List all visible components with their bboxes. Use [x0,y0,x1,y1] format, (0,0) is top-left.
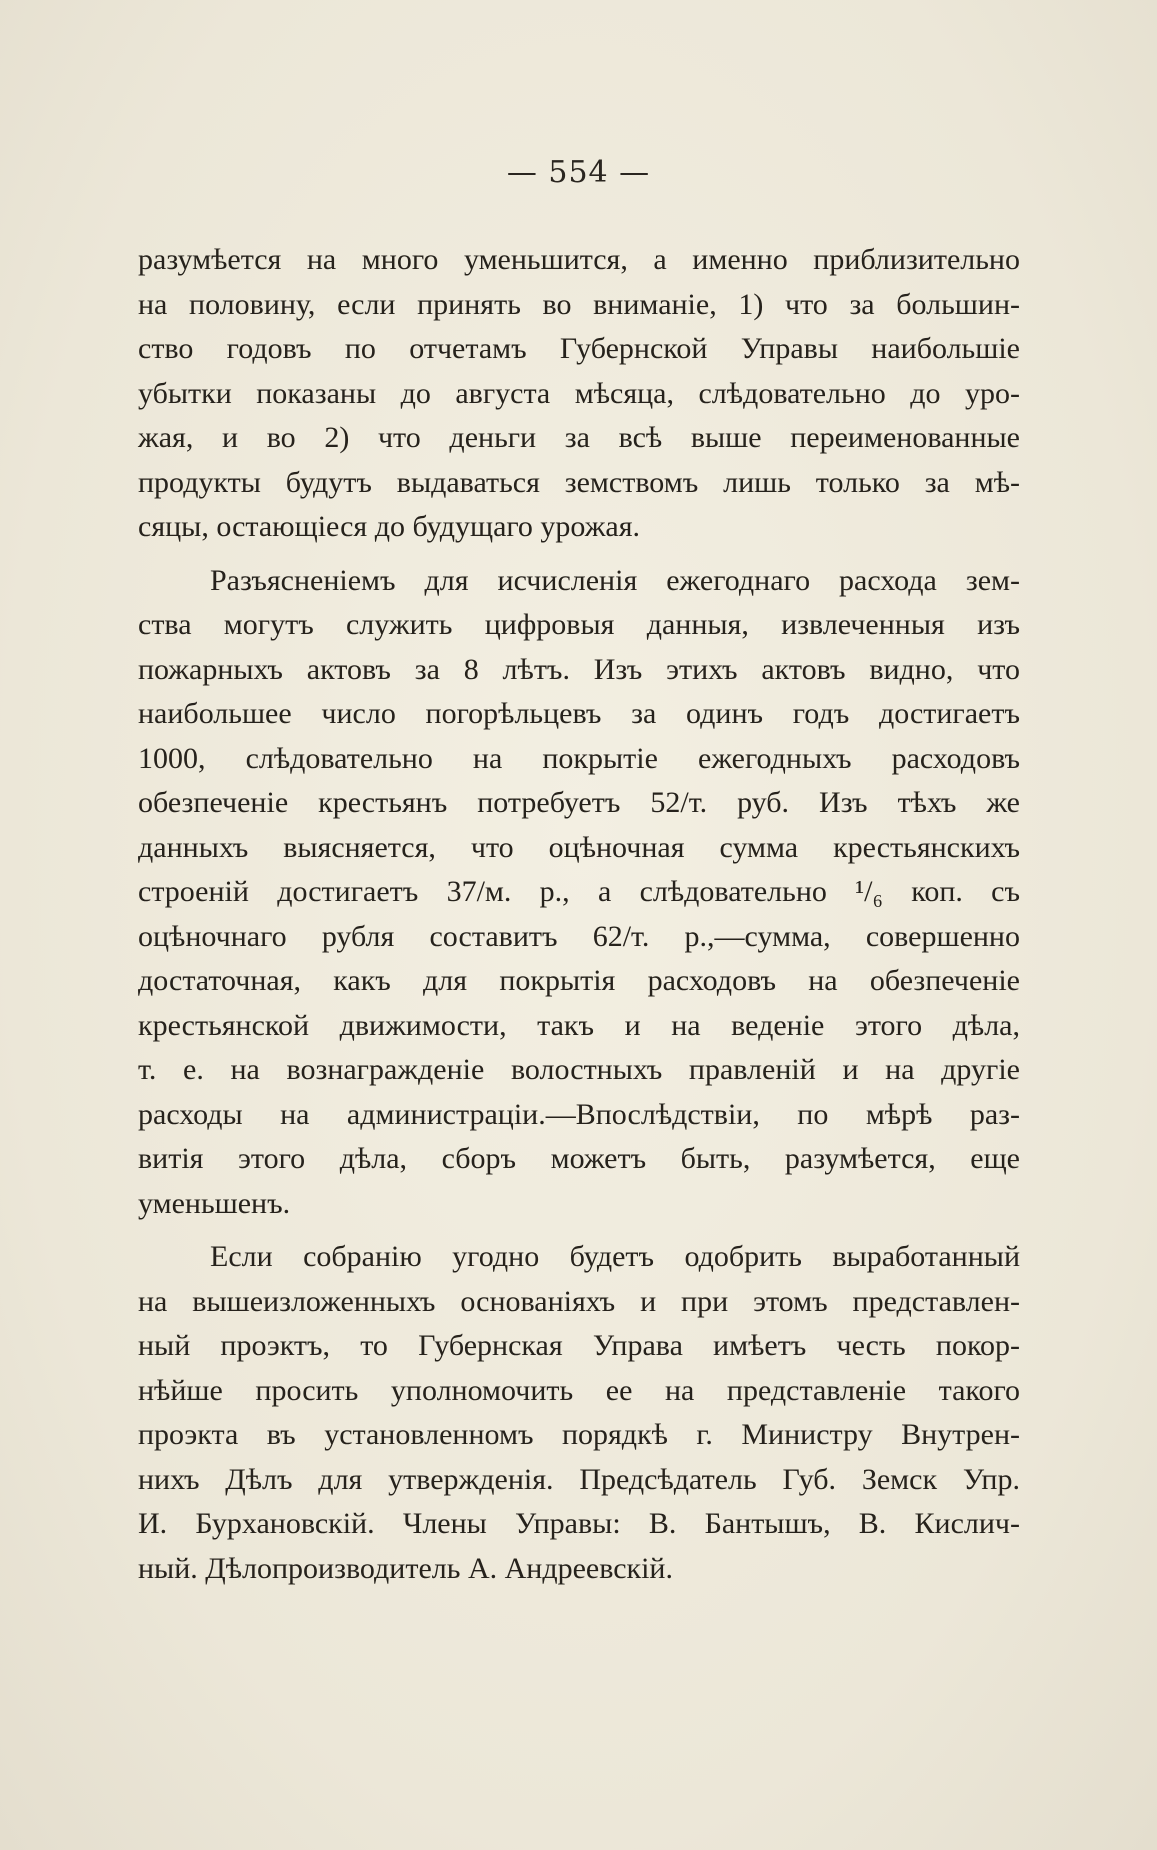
text-line: проэкта въ установленномъ порядкѣ г. Министру Внутрен- [138,1418,1020,1451]
text-line: 1000, слѣдовательно на покрытіе ежегодныхъ расходовъ [138,741,1020,775]
text-line: ства могутъ служить цифровыя данныя, извлеченныя изъ [138,608,1020,641]
text-line: на половину, если принять во вниманіе, 1) что за большин- [138,287,1020,321]
text-line: продукты будутъ выдаваться земствомъ лишь только за мѣ- [138,465,1020,499]
text-line: расходы на администраціи.—Впослѣдствіи, по мѣрѣ раз- [138,1097,1020,1131]
text-line: сяцы, остающіеся до будущаго урожая. [138,510,641,543]
paragraph-2 [138,559,1020,1227]
text-line: крестьянской движимости, такъ и на веденіе этого дѣла, [138,1008,1020,1042]
text-line: т. е. на вознагражденіе волостныхъ правленій и на другіе [138,1053,1020,1086]
text-line: жая, и во 2) что деньги за всѣ выше переименованные [138,421,1020,454]
text-line: обезпеченіе крестьянъ потребуетъ 52/т. руб. Изъ тѣхъ же [138,786,1020,819]
text-line: на вышеизложенныхъ основаніяхъ и при этомъ представлен- [138,1284,1020,1318]
paragraph-1 [138,238,1020,550]
text-line: И. Бурхановскій. Члены Управы: В. Бантышъ, В. Кислич- [138,1507,1020,1540]
text-line: достаточная, какъ для покрытія расходовъ на обезпеченіе [138,964,1020,997]
text-line: ство годовъ по отчетамъ Губернской Управы наибольшіе [138,332,1020,365]
text-line: разумѣется на много уменьшится, а именно приблизительно [138,243,1020,276]
text-line: строеній достигаетъ 37/м. р., а слѣдовательно ¹/₆ коп. съ [138,875,1020,908]
text-line: оцѣночнаго рубля составитъ 62/т. р.,—сумма, совершенно [138,919,1020,953]
text-line: уменьшенъ. [138,1186,291,1220]
paragraph-3 [138,1235,1020,1591]
text-line: пожарныхъ актовъ за 8 лѣтъ. Изъ этихъ актовъ видно, что [138,652,1020,686]
text-line: Если собранію угодно будетъ одобрить выработанный [210,1240,1020,1273]
text-line: ный проэктъ, то Губернская Управа имѣетъ честь покор- [138,1329,1020,1362]
text-line: Разъясненіемъ для исчисленія ежегоднаго расхода зем- [210,563,1020,597]
text-line: данныхъ выясняется, что оцѣночная сумма крестьянскихъ [138,830,1020,864]
text-line: убытки показаны до августа мѣсяца, слѣдовательно до уро- [138,376,1020,410]
page-number: — 554 — [506,155,651,190]
text-line: витія этого дѣла, сборъ можетъ быть, разумѣется, еще [138,1142,1020,1175]
text-line: нихъ Дѣлъ для утвержденія. Предсѣдатель Губ. Земск Упр. [138,1462,1020,1496]
body-text [138,238,1020,1591]
text-line: нѣйше просить уполномочить ее на представленіе такого [138,1373,1020,1407]
text-line: ный. Дѣлопроизводитель А. Андреевскій. [138,1551,673,1585]
text-line: наибольшее число погорѣльцевъ за одинъ годъ достигаетъ [138,697,1020,730]
